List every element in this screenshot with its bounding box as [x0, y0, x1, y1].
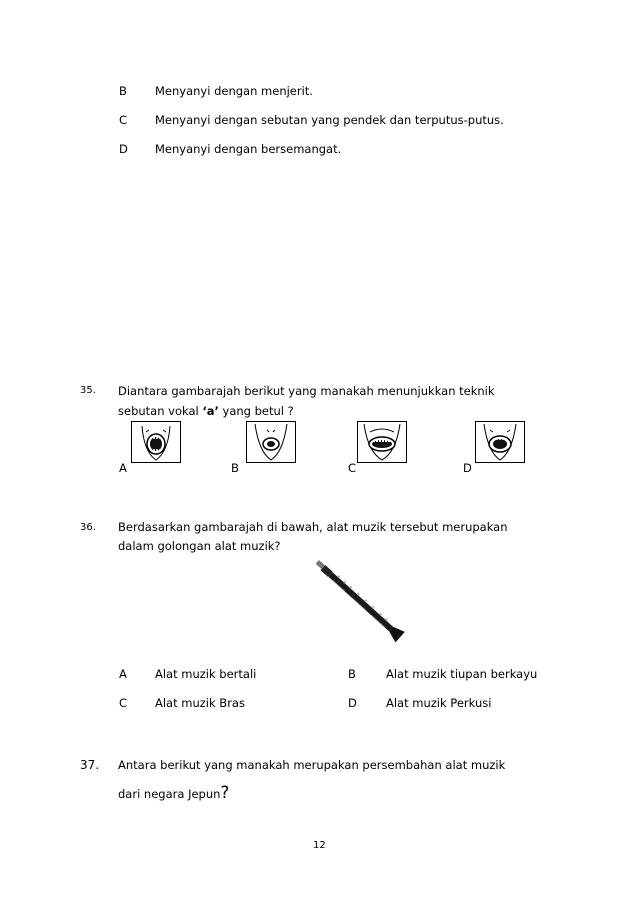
q36-option-c-letter: C — [119, 696, 128, 710]
mouth-image-c — [357, 421, 407, 463]
option-c-text: Menyanyi dengan sebutan yang pendek dan terputus-putus. — [155, 113, 504, 127]
mouth-label-a: A — [119, 461, 127, 475]
question-35-number: 35. — [80, 385, 96, 396]
mouth-label-b: B — [231, 461, 239, 475]
question-36-number: 36. — [80, 522, 96, 533]
option-d-letter: D — [119, 142, 128, 156]
question-35-line2: sebutan vokal ‘a’ yang betul ? — [118, 404, 294, 418]
q36-option-d-letter: D — [348, 696, 357, 710]
q36-option-a-letter: A — [119, 667, 127, 681]
mouth-label-c: C — [348, 461, 357, 475]
question-36-line2: dalam golongan alat muzik? — [118, 539, 281, 553]
mouth-image-a — [131, 421, 181, 463]
page-number: 12 — [313, 840, 326, 851]
question-37-line1: Antara berikut yang manakah merupakan persembahan alat muzik — [118, 758, 506, 772]
question-36-line1: Berdasarkan gambarajah di bawah, alat muzik tersebut merupakan — [118, 520, 508, 534]
mouth-image-d — [475, 421, 525, 463]
option-b-letter: B — [119, 84, 127, 98]
mouth-label-d: D — [463, 461, 472, 475]
question-35-line1: Diantara gambarajah berikut yang manakah menunjukkan teknik — [118, 384, 495, 398]
option-c-letter: C — [119, 113, 128, 127]
option-d-text: Menyanyi dengan bersemangat. — [155, 142, 342, 156]
q36-option-a-text: Alat muzik bertali — [155, 667, 257, 681]
option-b-text: Menyanyi dengan menjerit. — [155, 84, 313, 98]
q36-option-c-text: Alat muzik Bras — [155, 696, 245, 710]
mouth-image-b — [246, 421, 296, 463]
clarinet-image — [308, 553, 412, 649]
question-37-line2: dari negara Jepun? — [118, 783, 230, 803]
question-37-number: 37. — [80, 758, 100, 772]
q36-option-b-text: Alat muzik tiupan berkayu — [386, 667, 538, 681]
q36-option-b-letter: B — [348, 667, 356, 681]
q36-option-d-text: Alat muzik Perkusi — [386, 696, 492, 710]
